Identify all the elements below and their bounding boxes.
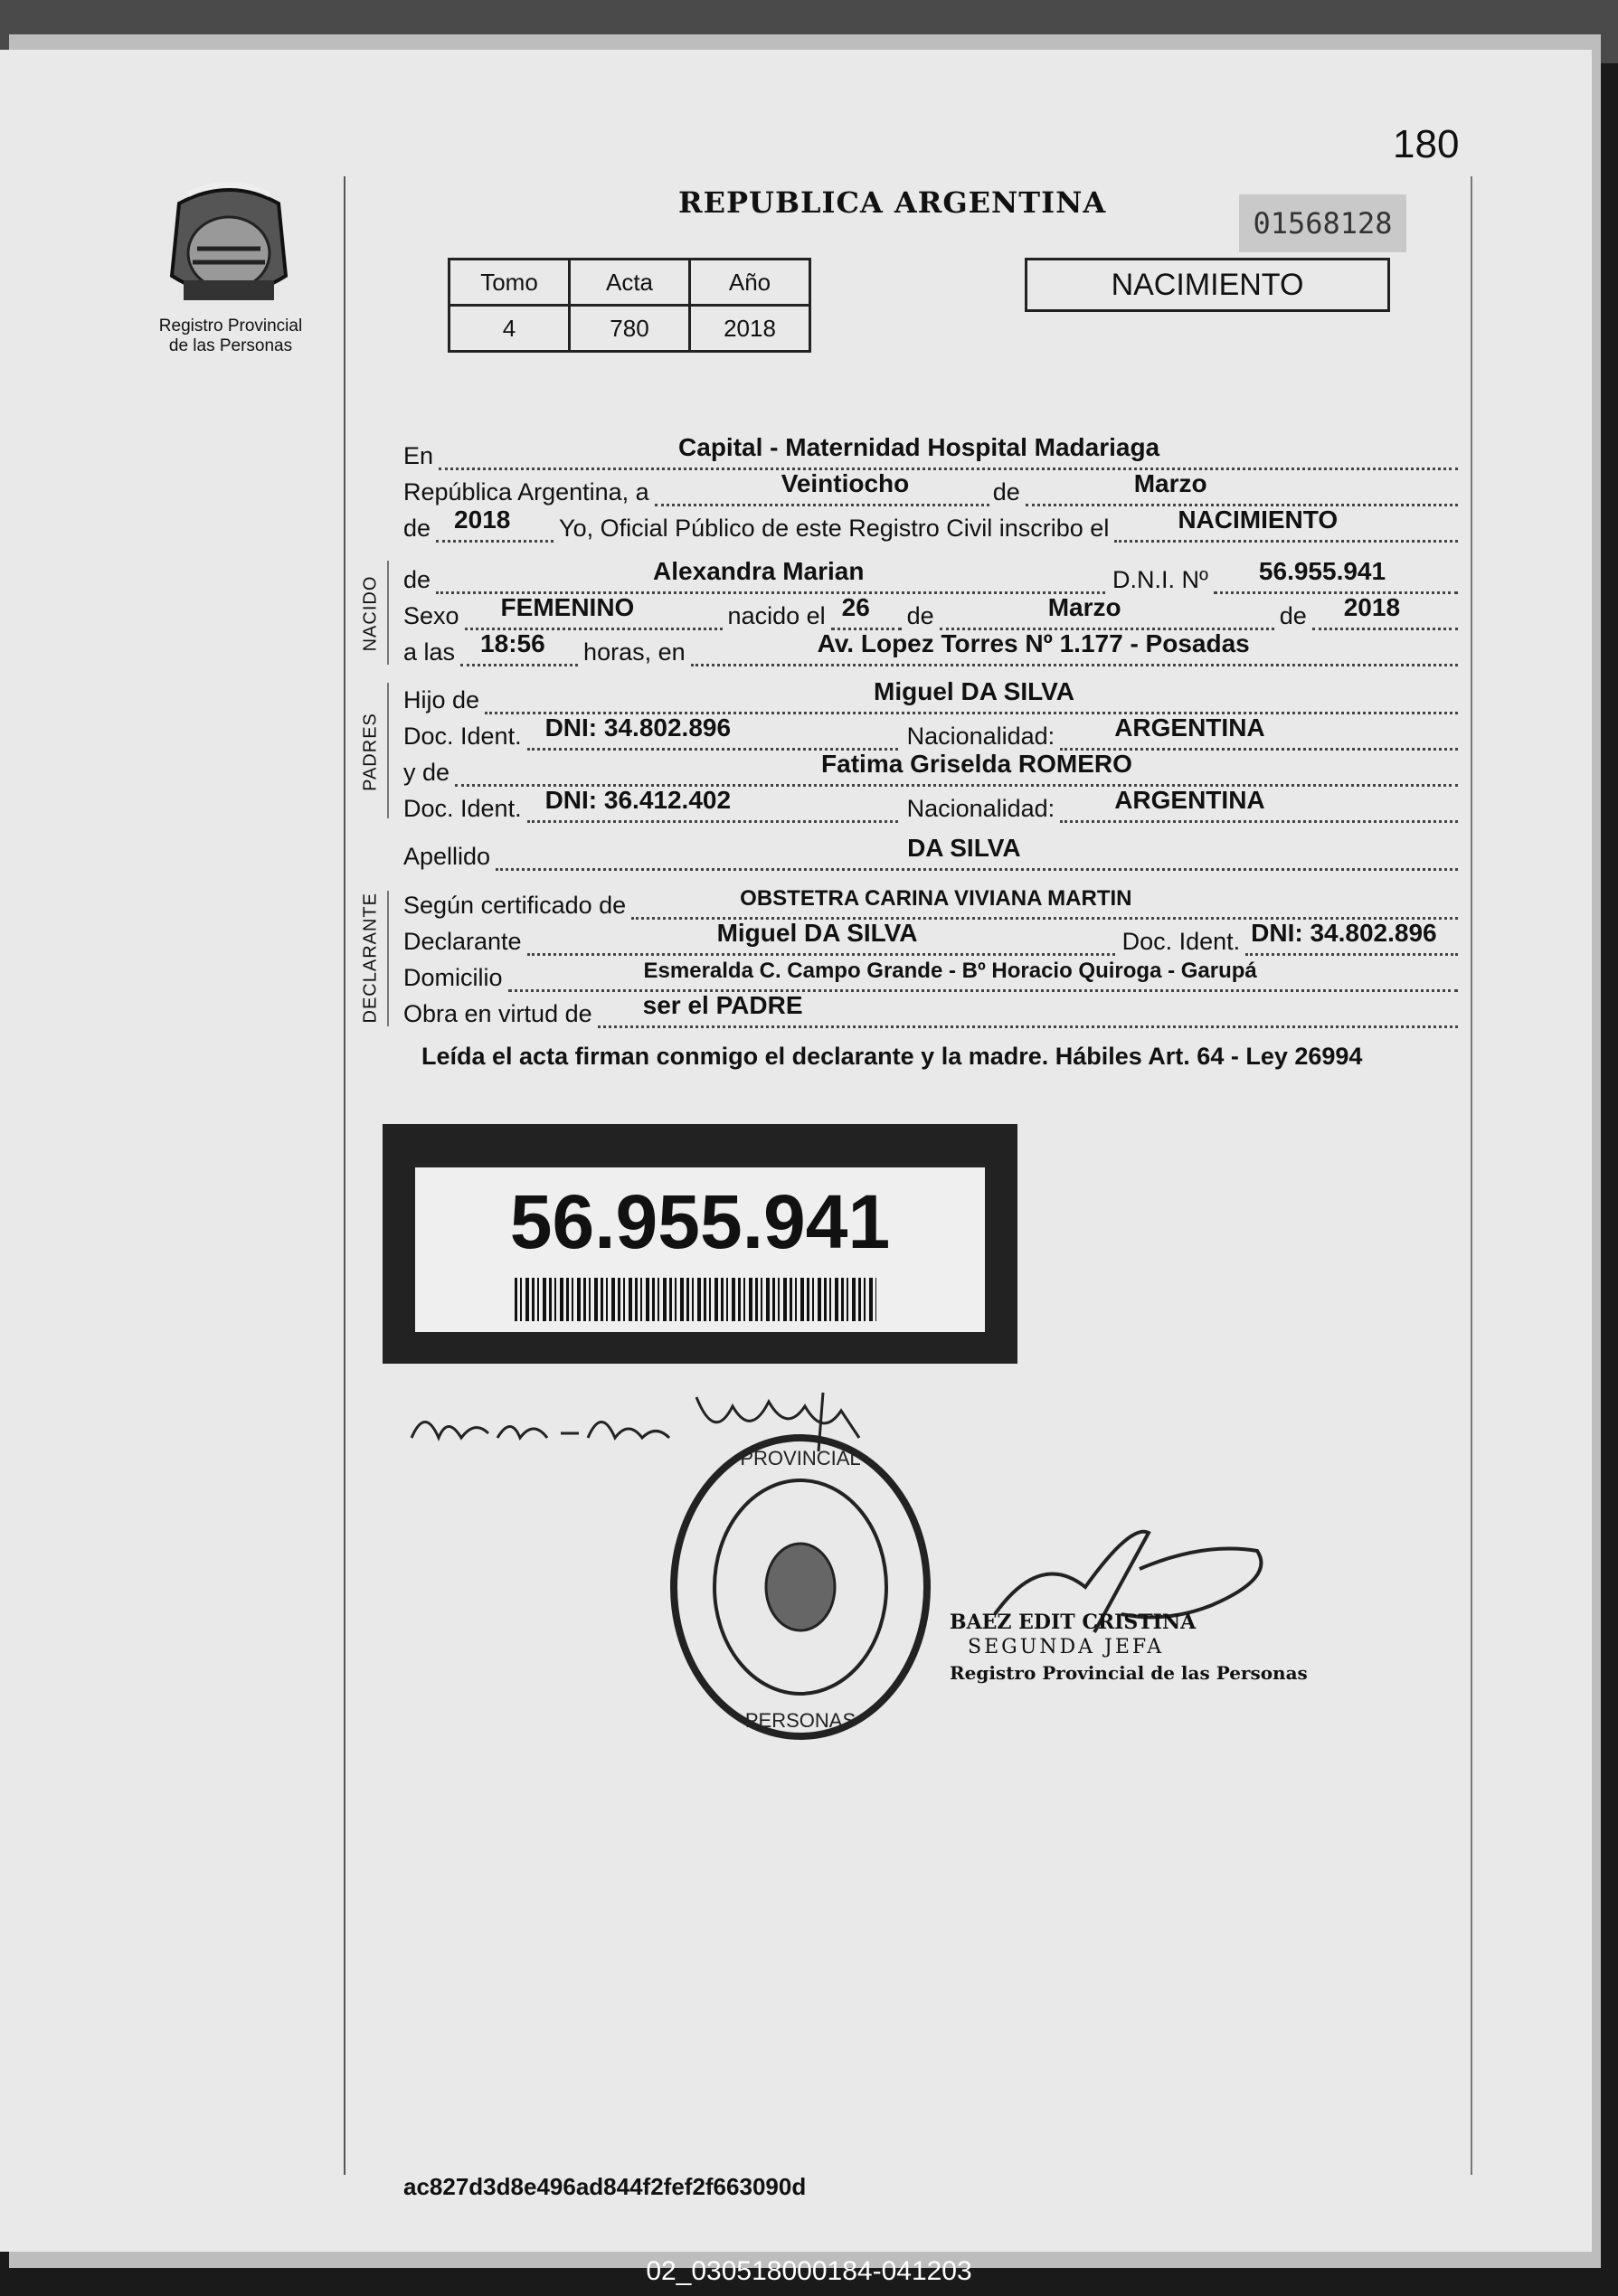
label-doc-madre: Doc. Ident. — [403, 795, 522, 822]
value-declarante-doc: DNI: 34.802.896 — [1251, 919, 1437, 947]
row-padre — [403, 678, 1458, 714]
header-anio: Año — [690, 260, 810, 306]
row-madre-doc — [403, 787, 1458, 823]
row-madre — [403, 751, 1458, 787]
row-anio-inscribo — [403, 506, 1458, 543]
value-madre-doc: DNI: 36.412.402 — [544, 786, 732, 814]
dni-label-number: 56.955.941 — [509, 1179, 891, 1264]
fill-declarante-doc — [1245, 919, 1458, 956]
birth-certificate-page — [0, 50, 1592, 2252]
label-apellido: Apellido — [403, 843, 491, 870]
value-anio: 2018 — [690, 306, 810, 352]
dni-number-label — [383, 1124, 1017, 1364]
value-nombre: Alexandra Marian — [653, 557, 865, 585]
country-heading: REPUBLICA ARGENTINA — [678, 185, 1107, 220]
act-type-box: NACIMIENTO — [1025, 258, 1390, 312]
fill-declarante — [527, 919, 1115, 956]
label-sexo: Sexo — [403, 602, 459, 629]
row-certificado — [403, 883, 1458, 920]
header-tomo: Tomo — [449, 260, 570, 306]
value-inscribo: NACIMIENTO — [1178, 505, 1339, 534]
value-padre-nac: ARGENTINA — [1114, 713, 1265, 742]
padres-section-label: PADRES — [360, 713, 381, 791]
value-sexo: FEMENINO — [500, 593, 635, 621]
label-nacido-de2: de — [1279, 602, 1307, 629]
value-apellido: DA SILVA — [907, 834, 1021, 862]
fill-domicilio — [508, 959, 1458, 992]
row-sexo — [403, 594, 1458, 630]
label-doc-declarante: Doc. Ident. — [1121, 928, 1241, 955]
official-seal-icon — [665, 1429, 936, 1745]
scan-footer-code: 02_030518000184-041203 — [646, 2256, 972, 2286]
label-alas: a las — [403, 638, 456, 666]
fill-nacido-anio — [1312, 593, 1458, 630]
fill-dia — [655, 469, 989, 506]
fill-madre — [455, 750, 1458, 787]
declarante-section-bar — [387, 891, 389, 1026]
svg-text:PERSONAS: PERSONAS — [744, 1709, 856, 1732]
table-header-row — [449, 260, 810, 306]
officer-name: BAEZ EDIT CRISTINA — [950, 1611, 1197, 1634]
label-domicilio: Domicilio — [403, 964, 503, 991]
value-domicilio: Esmeralda C. Campo Grande - Bº Horacio Quiroga - Garupá — [643, 959, 1257, 983]
document-hash: ac827d3d8e496ad844f2fef2f663090d — [403, 2173, 807, 2200]
officer-role: SEGUNDA JEFA — [968, 1636, 1165, 1658]
fill-en — [439, 433, 1458, 470]
label-nac-padre: Nacionalidad: — [906, 723, 1055, 750]
label-obra: Obra en virtud de — [403, 1000, 592, 1027]
page-number: 180 — [1393, 122, 1460, 166]
label-declarante: Declarante — [403, 928, 522, 955]
label-en: En — [403, 442, 434, 469]
row-fecha — [403, 470, 1458, 506]
value-madre: Fatima Griselda ROMERO — [821, 750, 1132, 778]
dni-label-inner — [415, 1167, 985, 1332]
label-hijo-de: Hijo de — [403, 686, 480, 713]
table-value-row — [449, 306, 810, 352]
value-nacido-anio: 2018 — [1343, 593, 1401, 621]
value-hora: 18:56 — [480, 629, 545, 657]
registro-line-2: de las Personas — [168, 336, 293, 355]
row-obra — [403, 992, 1458, 1028]
fill-madre-doc — [527, 786, 898, 823]
label-de-mes: de — [992, 478, 1020, 505]
officer-stamp — [950, 1610, 1308, 1686]
fill-anio — [436, 505, 554, 543]
fill-sexo — [465, 593, 723, 630]
left-margin-rule — [344, 176, 345, 2175]
fill-madre-nac — [1060, 786, 1458, 823]
fill-lugar-nacimiento — [691, 629, 1458, 666]
fill-padre — [485, 677, 1458, 714]
fill-certificado — [631, 886, 1458, 920]
barcode-icon — [515, 1278, 876, 1321]
row-padre-doc — [403, 714, 1458, 751]
nacido-section-bar — [387, 561, 389, 665]
fill-mes — [1026, 469, 1458, 506]
row-nombre — [403, 558, 1458, 594]
value-tomo: 4 — [449, 306, 570, 352]
label-doc-padre: Doc. Ident. — [403, 723, 522, 750]
row-apellido — [403, 835, 1458, 871]
fill-nacido-mes — [940, 593, 1274, 630]
value-padre-doc: DNI: 34.802.896 — [544, 713, 732, 742]
value-anio-inscripcion: 2018 — [454, 505, 511, 534]
label-horas-en: horas, en — [583, 638, 686, 666]
value-dia: Veintiocho — [781, 469, 910, 497]
row-declarante — [403, 920, 1458, 956]
value-nacido-dia: 26 — [841, 593, 870, 621]
fill-apellido — [496, 834, 1458, 871]
right-margin-rule — [1471, 176, 1472, 2175]
value-madre-nac: ARGENTINA — [1114, 786, 1265, 814]
label-nacido-de1: de — [906, 602, 934, 629]
nacido-section-label: NACIDO — [360, 575, 381, 652]
value-lugar-nacimiento: Av. Lopez Torres Nº 1.177 - Posadas — [817, 629, 1250, 657]
row-en — [403, 434, 1458, 470]
value-declarante: Miguel DA SILVA — [716, 919, 918, 947]
value-certificado: OBSTETRA CARINA VIVIANA MARTIN — [740, 886, 1132, 911]
svg-text:PROVINCIAL: PROVINCIAL — [740, 1447, 861, 1469]
value-dni: 56.955.941 — [1258, 557, 1386, 585]
label-nacido: nacido el — [727, 602, 826, 629]
fill-nombre — [436, 557, 1105, 594]
value-padre: Miguel DA SILVA — [874, 677, 1074, 705]
padres-section-bar — [387, 683, 389, 818]
value-mes: Marzo — [1133, 469, 1207, 497]
label-inscribo: Yo, Oficial Público de este Registro Civil inscribo el — [559, 515, 1110, 542]
header-acta: Acta — [570, 260, 690, 306]
officer-office: Registro Provincial de las Personas — [950, 1662, 1308, 1684]
fill-nacido-dia — [831, 593, 902, 630]
registro-line-1: Registro Provincial — [158, 317, 303, 335]
label-nac-madre: Nacionalidad: — [906, 795, 1055, 822]
fill-hora — [460, 629, 578, 666]
value-lugar-inscripcion: Capital - Maternidad Hospital Madariaga — [678, 433, 1160, 461]
value-obra: ser el PADRE — [642, 991, 803, 1019]
label-y-de: y de — [403, 759, 450, 786]
fill-inscribo — [1114, 505, 1458, 543]
fill-dni — [1214, 557, 1458, 594]
registro-provincial-caption — [136, 317, 326, 356]
value-nacido-mes: Marzo — [1047, 593, 1121, 621]
tomo-acta-anio-table — [448, 258, 811, 353]
label-certificado: Según certificado de — [403, 892, 627, 919]
fill-padre-doc — [527, 713, 898, 751]
label-de-anio: de — [403, 515, 431, 542]
closing-statement: Leída el acta firman conmigo el declarante y la madre. Hábiles Art. 64 - Ley 26994 — [421, 1043, 1363, 1070]
row-hora-lugar — [403, 630, 1458, 666]
label-dni: D.N.I. Nº — [1112, 566, 1208, 593]
declarante-section-label: DECLARANTE — [360, 893, 381, 1024]
value-acta: 780 — [570, 306, 690, 352]
label-republica: República Argentina, a — [403, 478, 649, 505]
fill-padre-nac — [1060, 713, 1458, 751]
fill-obra — [598, 991, 1458, 1028]
serial-number-stamp: 01568128 — [1239, 194, 1406, 252]
label-de-nombre: de — [403, 566, 431, 593]
row-domicilio — [403, 956, 1458, 992]
